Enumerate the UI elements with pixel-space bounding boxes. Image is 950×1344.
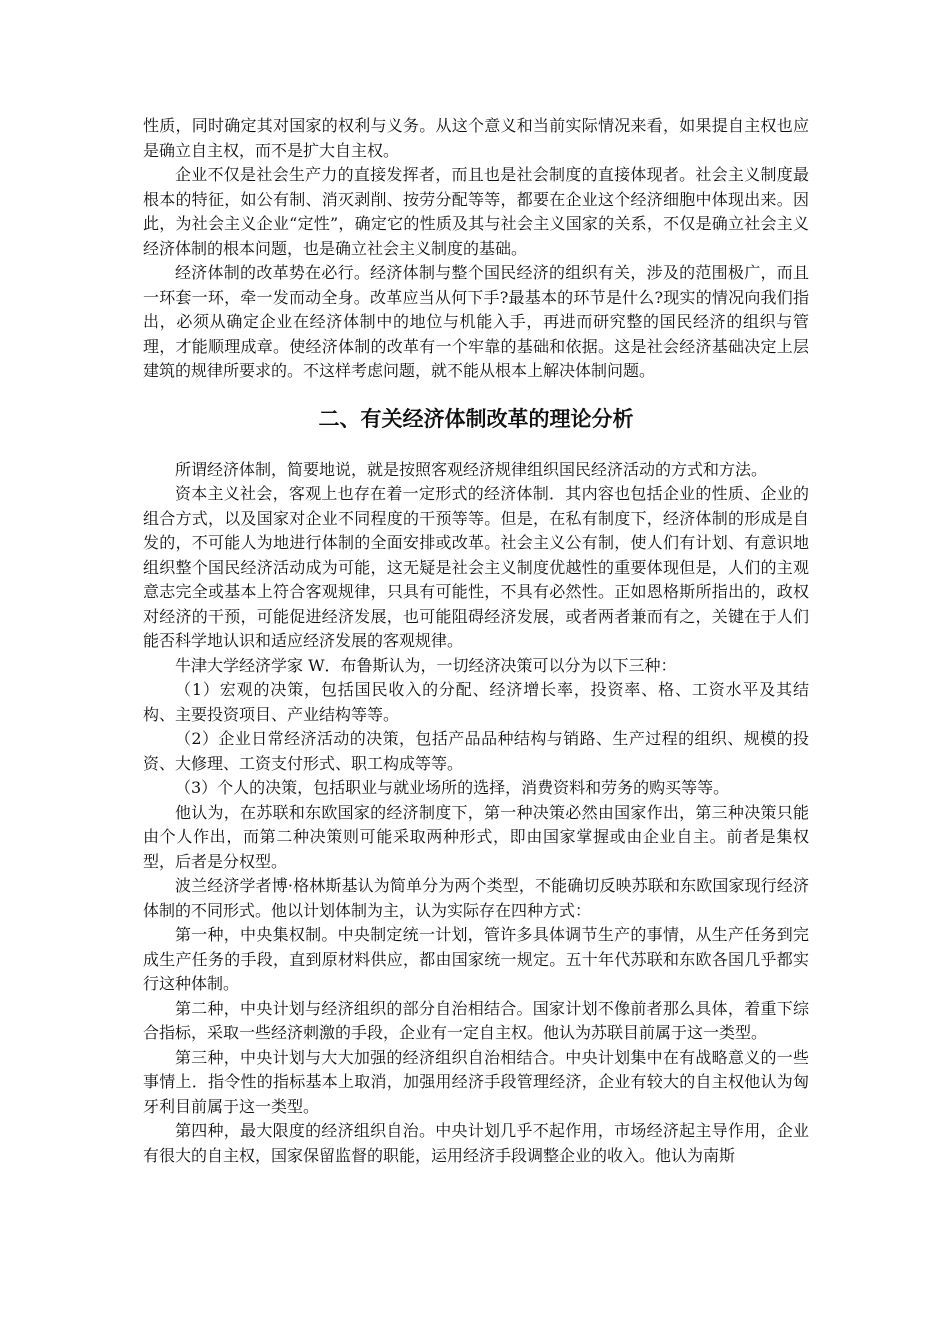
paragraph: 企业不仅是社会生产力的直接发挥者，而且也是社会制度的直接体现者。社会主义制度最根本的特征，如公有制、消灭剥削、按劳分配等等，都要在企业这个经济细胞中体现出来。因此，为社会主义企业“定性”，确定它的性质及其与社会主义国家的关系，不仅是确立社会主义经济体制的根本问题，也是确立社会主义制度的基础。 xyxy=(143,165,809,258)
paragraph: 他认为，在苏联和东欧国家的经济制度下，第一种决策必然由国家作出，第三种决策只能由个人作出，而第二种决策则可能采取两种形式，即由国家掌握或由企业自主。前者是集权型，后者是分权型。 xyxy=(143,802,809,871)
paragraph: 第二种，中央计划与经济组织的部分自治相结合。国家计划不像前者那么具体，着重下综合指标，采取一些经济刺激的手段，企业有一定自主权。他认为苏联目前属于这一类型。 xyxy=(143,998,809,1042)
paragraph: 第三种，中央计划与大大加强的经济组织自治相结合。中央计划集中在有战略意义的一些事情上．指令性的指标基本上取消，加强用经济手段管理经济，企业有较大的自主权他认为匈牙利目前属于这一类型。 xyxy=(143,1047,809,1116)
section-heading: 二、有关经济体制改革的理论分析 xyxy=(318,406,634,431)
paragraph: 第一种，中央集权制。中央制定统一计划，管许多具体调节生产的事情，从生产任务到完成生产任务的手段，直到原材料供应，都由国家统一规定。五十年代苏联和东欧各国几乎都实行这种体制。 xyxy=(143,925,809,993)
paragraph: 经济体制的改革势在必行。经济体制与整个国民经济的组织有关，涉及的范围极广，而且一环套一环，牵一发而动全身。改革应当从何下手?最基本的环节是什么?现实的情况向我们指出，必须从确定企业在经济体制中的地位与机能入手，再进而研究整的国民经济的组织与管理，才能顺理成章。使经济体制的改革有一个牢靠的基础和依据。这是社会经济基础决定上层建筑的规律所要求的。不这样考虑问题，就不能从根本上解决体制问题。 xyxy=(143,263,809,380)
paragraph: 第四种，最大限度的经济组织自治。中央计划几乎不起作用，市场经济起主导作用，企业有很大的自主权，国家保留监督的职能，运用经济手段调整企业的收入。他认为南斯 xyxy=(143,1121,809,1165)
paragraph: 性质，同时确定其对国家的权利与义务。从这个意义和当前实际情况来看，如果提自主权也应是确立自主权，而不是扩大自主权。 xyxy=(143,116,809,160)
paragraph: 牛津大学经济学家 W．布鲁斯认为，一切经济决策可以分为以下三种： xyxy=(175,655,677,675)
list-item: （2）企业日常经济活动的决策，包括产品品种结构与销路、生产过程的组织、规模的投资、大修理、工资支付形式、职工构成等等。 xyxy=(143,729,809,773)
list-item: （3）个人的决策，包括职业与就业场所的选择，消费资料和劳务的购买等等。 xyxy=(175,778,730,797)
paragraph: 波兰经济学者博·格林斯基认为简单分为两个类型，不能确切反映苏联和东欧国家现行经济体制的不同形式。他以计划体制为主，认为实际存在四种方式： xyxy=(143,876,809,920)
paragraph: 所谓经济体制，简要地说，就是按照客观经济规律组织国民经济活动的方式和方法。 xyxy=(175,459,768,479)
list-item: （1）宏观的决策，包括国民收入的分配、经济增长率，投资率、格、工资水平及其结构、主要投资项目、产业结构等等。 xyxy=(143,680,809,724)
paragraph: 资本主义社会，客观上也存在着一定形式的经济体制．其内容也包括企业的性质、企业的组合方式，以及国家对企业不同程度的干预等等。但是，在私有制度下，经济体制的形成是自发的，不可能人为地进行体制的全面安排或改革。社会主义公有制，使人们有计划、有意识地组织整个国民经济活动成为可能，这无疑是社会主义制度优越性的重要体现但是，人们的主观意志完全或基本上符合客观规律，只具有可能性，不具有必然性。正如恩格斯所指出的，政权对经济的干预，可能促进经济发展，也可能阻碍经济发展，或者两者兼而有之，关键在于人们能否科学地认识和适应经济发展的客观规律。 xyxy=(143,484,809,650)
document-page xyxy=(143,114,809,1168)
